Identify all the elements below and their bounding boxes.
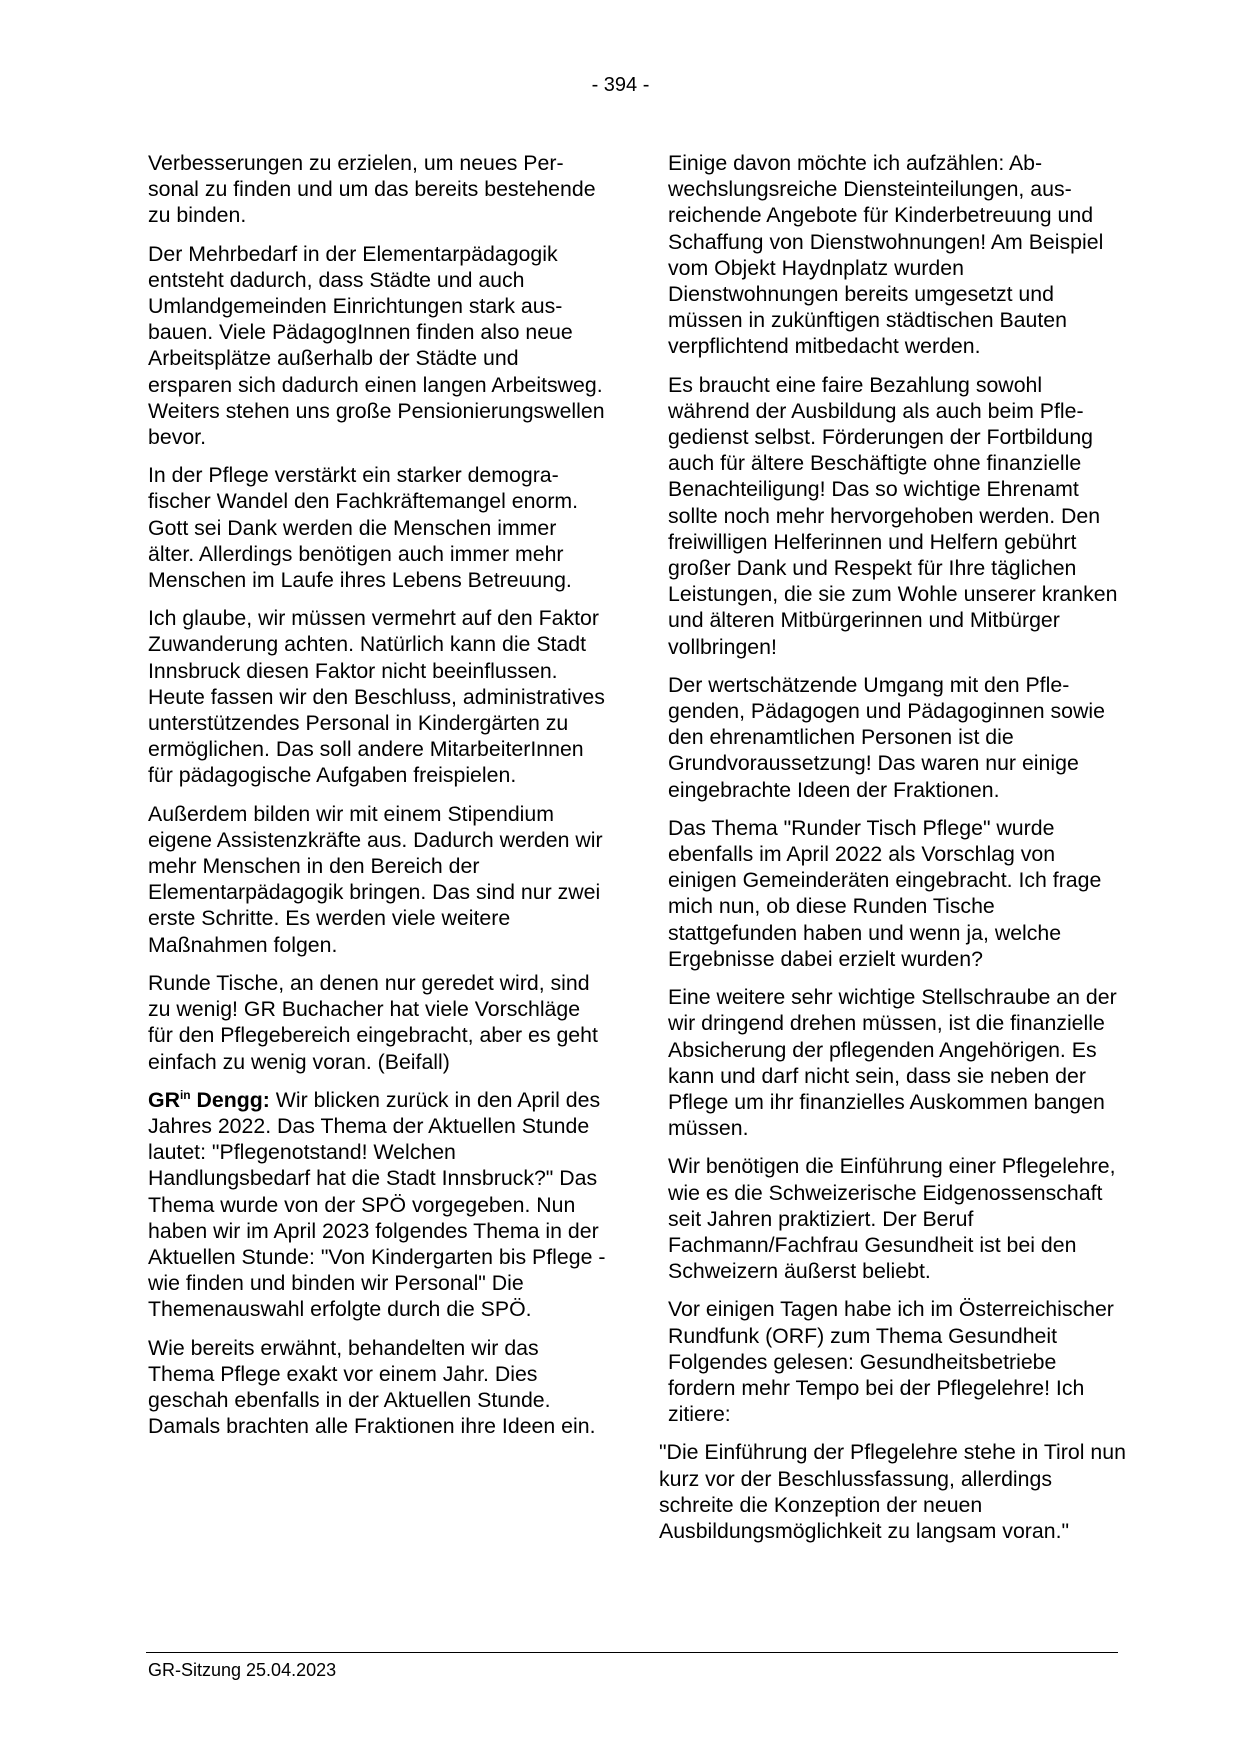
left-column [148,150,606,1451]
quote-paragraph: "Die Einführung der Pflegelehre stehe in Tirol nun kurz vor der Beschlussfassung, allerdings schreite die Konzeption der neuen Ausbildungsmöglichkeit zu langsam voran." [659,1440,1126,1543]
paragraph: Wir benötigen die Einführung einer Pflegelehre, wie es die Schweizerische Eidgenossenschaft seit Jahren praktiziert. Der Beruf Fachmann/Fachfrau Gesundheit ist bei den Schweizern äußerst beliebt. [668,1154,1116,1284]
paragraph: Einige davon möchte ich aufzählen: Abwechslungsreiche Diensteinteilungen, ausreichende Angebote für Kinderbetreuung und Schaffung von Dienstwohnungen! Am Beispiel vom Objekt Haydnplatz wurden Dienstwohnungen bereits umgesetzt und müssen in zukünftigen städtischen Bauten verpflichtend mitbedacht werden. [668,151,1104,359]
speaker-label [148,1088,270,1112]
speaker-name: Dengg: [190,1087,270,1112]
paragraph: Das Thema "Runder Tisch Pflege" wurde ebenfalls im April 2022 als Vorschlag von einigen Gemeinderäten eingebracht. Ich frage mich nun, ob diese Runden Tische stattgefunden haben und wenn ja, welche Ergebnisse dabei erzielt wurden? [668,815,1102,971]
right-column [659,150,1126,1556]
footer-text: GR-Sitzung 25.04.2023 [148,1660,337,1680]
speaker-paragraph [148,1087,606,1323]
paragraph: Außerdem bilden wir mit einem Stipendium eigene Assistenzkräfte aus. Dadurch werden wir mehr Menschen in den Bereich der Elementarpädagogik bringen. Das sind nur zwei erste Schritte. Es werden viele weitere Maßnahmen folgen. [148,801,603,957]
paragraph: Ich glaube, wir müssen vermehrt auf den Faktor Zuwanderung achten. Natürlich kann die Stadt Innsbruck diesen Faktor nicht beeinflussen. Heute fassen wir den Beschluss, administratives unterstützendes Personal in Kindergärten zu ermöglichen. Das soll andere MitarbeiterInnen für pädagogische Aufgaben freispielen. [148,606,605,788]
paragraph: Eine weitere sehr wichtige Stellschraube an der wir dringend drehen müssen, ist die finanzielle Absicherung der pflegenden Angehörigen. Es kann und darf nicht sein, dass sie neben der Pflege um ihr finanzielles Auskommen bangen müssen. [668,985,1117,1141]
paragraph: Wie bereits erwähnt, behandelten wir das Thema Pflege exakt vor einem Jahr. Dies geschah ebenfalls in der Aktuellen Stunde. Damals brachten alle Fraktionen ihre Ideen ein. [148,1335,596,1439]
paragraph: Vor einigen Tagen habe ich im Österreichischer Rundfunk (ORF) zum Thema Gesundheit Folgendes gelesen: Gesundheitsbetriebe fordern mehr Tempo bei der Pflegelehre! Ich zitiere: [668,1297,1114,1427]
paragraph: Der wertschätzende Umgang mit den Pflegenden, Pädagogen und Pädagoginnen sowie den ehrenamtlichen Personen ist die Grundvoraussetzung! Das waren nur einige eingebrachte Ideen der Fraktionen. [668,672,1105,802]
page-number: - 394 - [591,74,650,96]
speaker-superscript: in [179,1087,191,1102]
paragraph: Runde Tische, an denen nur geredet wird, sind zu wenig! GR Buchacher hat viele Vorschläge für den Pflegebereich eingebracht, aber es geht einfach zu wenig voran. (Beifall) [148,970,598,1074]
speaker-prefix: GR [148,1087,180,1112]
speech-text: Wir blicken zurück in den April des Jahres 2022. Das Thema der Aktuellen Stunde lautet: "Pflegenotstand! Welchen Handlungsbedarf hat die Stadt Innsbruck?" Das Thema wurde von der SPÖ vorgegeben. Nun haben wir im April 2023 folgendes Thema in der Aktuellen Stunde: "Von Kindergarten bis Pflege - wie finden und binden wir Personal" Die Themenauswahl erfolgte durch die SPÖ. [148,1087,606,1322]
paragraph: Es braucht eine faire Bezahlung sowohl während der Ausbildung als auch beim Pflegedienst selbst. Förderungen der Fortbildung auch für ältere Beschäftigte ohne finanzielle Benachteiligung! Das so wichtige Ehrenamt sollte noch mehr hervorgehoben werden. Den freiwilligen Helferinnen und Helfern gebührt großer Dank und Respekt für Ihre täglichen Leistungen, die sie zum Wohle unserer kranken und älteren Mitbürgerinnen und Mitbürger vollbringen! [668,372,1118,659]
paragraph: In der Pflege verstärkt ein starker demografischer Wandel den Fachkräftemangel enorm. Gott sei Dank werden die Menschen immer älter. Allerdings benötigen auch immer mehr Menschen im Laufe ihres Lebens Betreuung. [148,463,579,593]
paragraph: Verbesserungen zu erzielen, um neues Personal zu finden und um das bereits bestehende zu binden. [148,151,596,228]
footer-divider [146,1652,1118,1653]
paragraph: Der Mehrbedarf in der Elementarpädagogik entsteht dadurch, dass Städte und auch Umlandgemeinden Einrichtungen stark ausbauen. Viele PädagogInnen finden also neue Arbeitsplätze außerhalb der Städte und ersparen sich dadurch einen langen Arbeitsweg. Weiters stehen uns große Pensionierungswellen bevor. [148,241,605,450]
